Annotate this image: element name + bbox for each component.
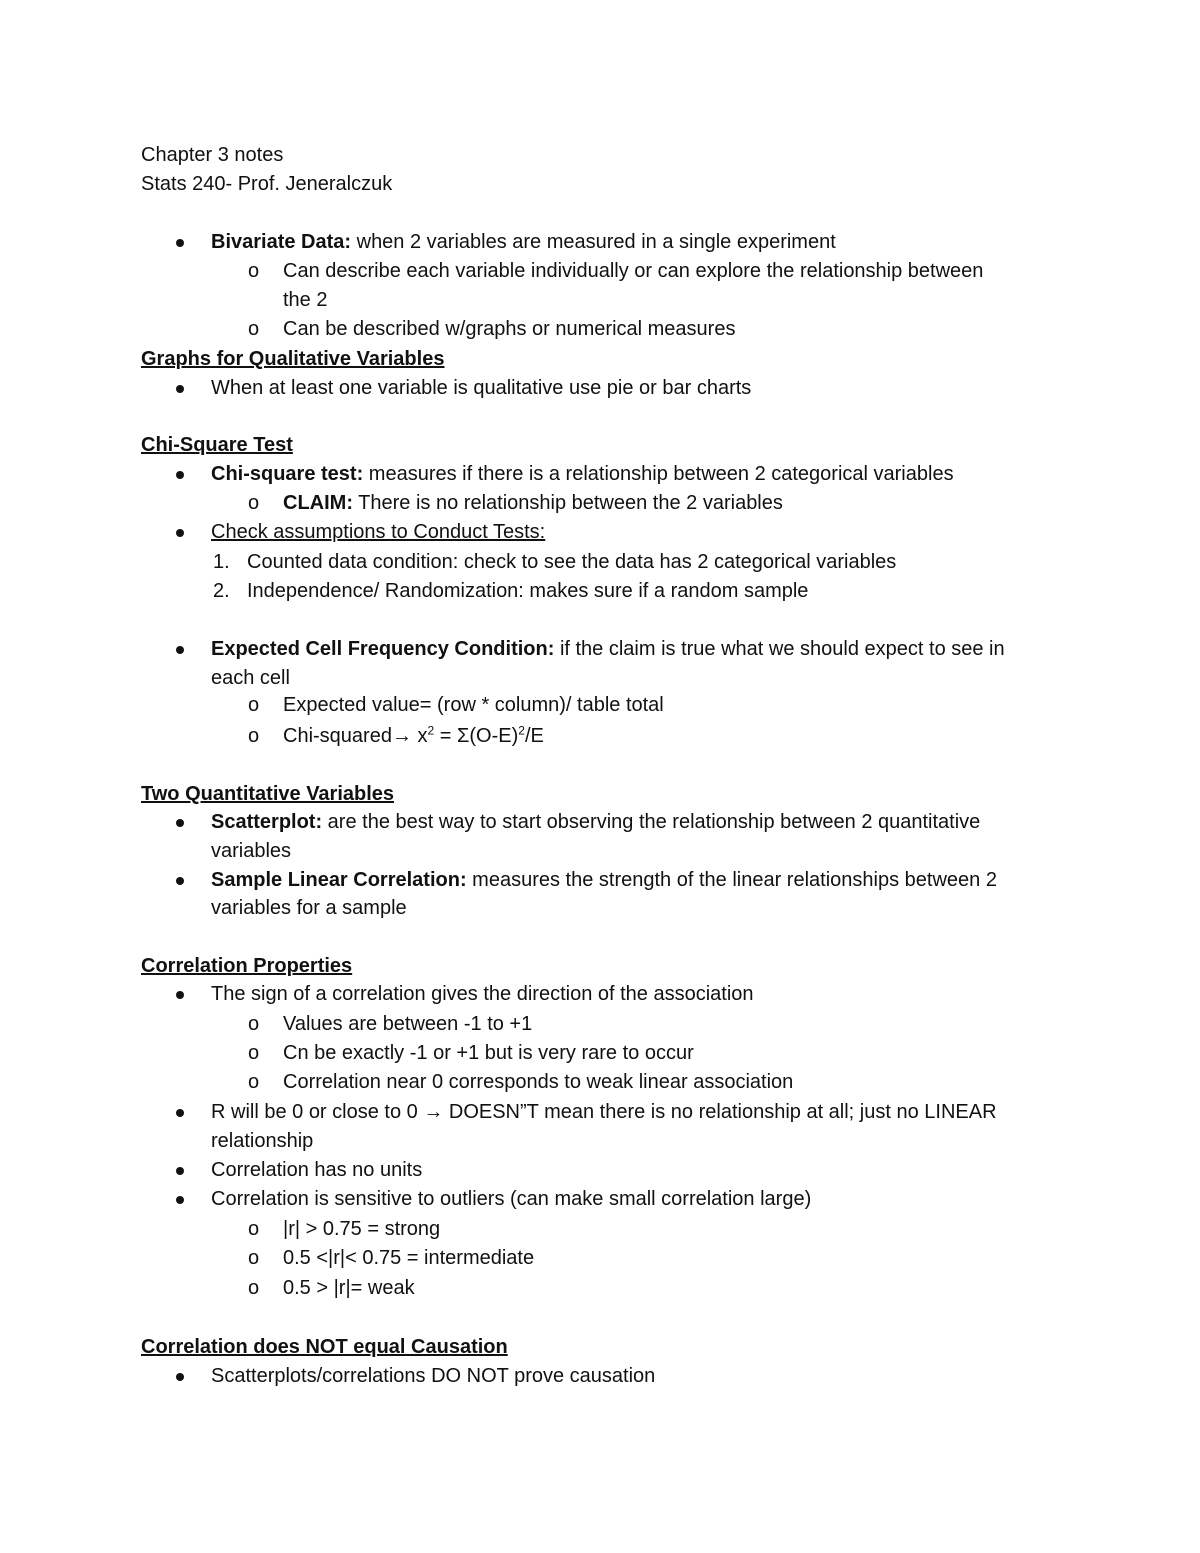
- list-item-text: [211, 460, 954, 489]
- sub-list-item: [0, 1274, 1200, 1303]
- definition: if the claim is true what we should expect to see in: [554, 638, 1005, 660]
- list-item-text: Correlation is sensitive to outliers (can make small correlation large): [211, 1188, 812, 1210]
- bullet-icon: [176, 877, 184, 885]
- course-line: [0, 170, 1200, 199]
- sub-item-text: Correlation near 0 corresponds to weak linear association: [283, 1071, 794, 1093]
- list-item-continuation: [0, 894, 1200, 923]
- circle-bullet-icon: o: [248, 1247, 260, 1269]
- document-title: Chapter 3 notes: [141, 144, 284, 166]
- sub-list-item: [0, 1215, 1200, 1244]
- circle-bullet-icon: o: [248, 1013, 260, 1035]
- sub-item-text: the 2: [283, 289, 328, 311]
- definition: There is no relationship between the 2 variables: [352, 492, 783, 514]
- formula-text: [283, 722, 544, 751]
- document-title-line: [0, 141, 1200, 170]
- list-item-text: [211, 808, 980, 837]
- bullet-icon: [176, 1196, 184, 1204]
- exponent: 2: [518, 723, 525, 738]
- numbered-item: [0, 577, 1200, 606]
- list-item: [0, 228, 1200, 257]
- circle-bullet-icon: o: [248, 318, 260, 340]
- circle-bullet-icon: o: [248, 1042, 260, 1064]
- section-heading-line: [0, 345, 1200, 374]
- list-item: [0, 1185, 1200, 1214]
- section-heading-line: [0, 1333, 1200, 1362]
- bullet-icon: [176, 1373, 184, 1381]
- circle-bullet-icon: o: [248, 260, 260, 282]
- list-item-text: Check assumptions to Conduct Tests:: [211, 521, 546, 543]
- sub-item-text: 0.5 <|r|< 0.75 = intermediate: [283, 1247, 535, 1269]
- formula-prefix: Chi-squared→ x: [283, 725, 428, 747]
- section-heading: Correlation Properties: [141, 955, 353, 977]
- circle-bullet-icon: o: [248, 1071, 260, 1093]
- term: Scatterplot:: [211, 811, 323, 833]
- list-item-continuation: [0, 664, 1200, 693]
- sub-item-text: Expected value= (row * column)/ table total: [283, 694, 664, 716]
- sub-item-text: [283, 489, 783, 518]
- term: Bivariate Data:: [211, 231, 352, 253]
- list-item: [0, 460, 1200, 489]
- list-item: [0, 635, 1200, 664]
- list-item-text: [211, 866, 997, 895]
- list-item-text: [211, 635, 1005, 664]
- sub-list-item: [0, 489, 1200, 518]
- list-item-text: each cell: [211, 667, 290, 689]
- section-heading: Correlation does NOT equal Causation: [141, 1336, 508, 1358]
- list-item-text: The sign of a correlation gives the direction of the association: [211, 983, 754, 1005]
- list-item: [0, 518, 1200, 547]
- numbered-item-text: Independence/ Randomization: makes sure if a random sample: [247, 580, 809, 602]
- bullet-icon: [176, 385, 184, 393]
- section-heading-line: [0, 952, 1200, 981]
- definition: measures if there is a relationship between 2 categorical variables: [363, 463, 954, 485]
- list-item: [0, 1156, 1200, 1185]
- circle-bullet-icon: o: [248, 694, 260, 716]
- list-item: [0, 866, 1200, 895]
- bullet-icon: [176, 239, 184, 247]
- section-heading-line: [0, 431, 1200, 460]
- term: Expected Cell Frequency Condition:: [211, 638, 555, 660]
- list-item: [0, 1098, 1200, 1127]
- number-marker: 1.: [213, 551, 230, 573]
- bullet-icon: [176, 1109, 184, 1117]
- list-item: [0, 1362, 1200, 1391]
- list-item-text: [211, 228, 836, 257]
- circle-bullet-icon: o: [248, 1218, 260, 1240]
- list-item-continuation: [0, 1127, 1200, 1156]
- sub-list-item: [0, 1068, 1200, 1097]
- list-item-text: Correlation has no units: [211, 1159, 423, 1181]
- sub-item-text: 0.5 > |r|= weak: [283, 1277, 415, 1299]
- bullet-icon: [176, 529, 184, 537]
- sub-item-text: |r| > 0.75 = strong: [283, 1218, 441, 1240]
- section-heading-line: [0, 780, 1200, 809]
- sub-list-item: [0, 1039, 1200, 1068]
- definition: are the best way to start observing the relationship between 2 quantitative: [322, 811, 981, 833]
- sub-list-item: [0, 1010, 1200, 1039]
- bullet-icon: [176, 646, 184, 654]
- formula-middle: = Σ(O-E): [434, 725, 519, 747]
- term: CLAIM:: [283, 492, 353, 514]
- circle-bullet-icon: o: [248, 1277, 260, 1299]
- list-item-text: When at least one variable is qualitative use pie or bar charts: [211, 377, 752, 399]
- sub-item-text: Can describe each variable individually or can explore the relationship between: [283, 260, 984, 282]
- list-item-text: variables: [211, 840, 292, 862]
- sub-list-item-continuation: [0, 286, 1200, 315]
- bullet-icon: [176, 819, 184, 827]
- term: Chi-square test:: [211, 463, 364, 485]
- course-info: Stats 240- Prof. Jeneralczuk: [141, 173, 393, 195]
- sub-list-item: [0, 691, 1200, 720]
- section-heading: Chi-Square Test: [141, 434, 293, 456]
- term: Sample Linear Correlation:: [211, 869, 467, 891]
- section-heading: Graphs for Qualitative Variables: [141, 348, 445, 370]
- list-item-text: R will be 0 or close to 0 → DOESN”T mean there is no relationship at all; just no LINEAR: [211, 1101, 997, 1123]
- bullet-icon: [176, 1167, 184, 1175]
- sub-item-text: Values are between -1 to +1: [283, 1013, 533, 1035]
- list-item: [0, 808, 1200, 837]
- sub-list-item: [0, 722, 1200, 751]
- definition: when 2 variables are measured in a single experiment: [351, 231, 836, 253]
- list-item-text: relationship: [211, 1130, 314, 1152]
- sub-list-item: [0, 257, 1200, 286]
- formula-suffix: /E: [524, 725, 544, 747]
- sub-item-text: Can be described w/graphs or numerical measures: [283, 318, 736, 340]
- section-heading: Two Quantitative Variables: [141, 783, 395, 805]
- number-marker: 2.: [213, 580, 230, 602]
- definition: measures the strength of the linear relationships between 2: [466, 869, 997, 891]
- bullet-icon: [176, 471, 184, 479]
- numbered-item-text: Counted data condition: check to see the data has 2 categorical variables: [247, 551, 897, 573]
- sub-item-text: Cn be exactly -1 or +1 but is very rare to occur: [283, 1042, 694, 1064]
- circle-bullet-icon: o: [248, 492, 260, 514]
- list-item-text: variables for a sample: [211, 897, 407, 919]
- list-item: [0, 374, 1200, 403]
- exponent: 2: [427, 723, 435, 738]
- list-item-continuation: [0, 837, 1200, 866]
- bullet-icon: [176, 991, 184, 999]
- sub-list-item: [0, 315, 1200, 344]
- list-item: [0, 980, 1200, 1009]
- sub-list-item: [0, 1244, 1200, 1273]
- numbered-item: [0, 548, 1200, 577]
- circle-bullet-icon: o: [248, 725, 260, 747]
- list-item-text: Scatterplots/correlations DO NOT prove causation: [211, 1365, 656, 1387]
